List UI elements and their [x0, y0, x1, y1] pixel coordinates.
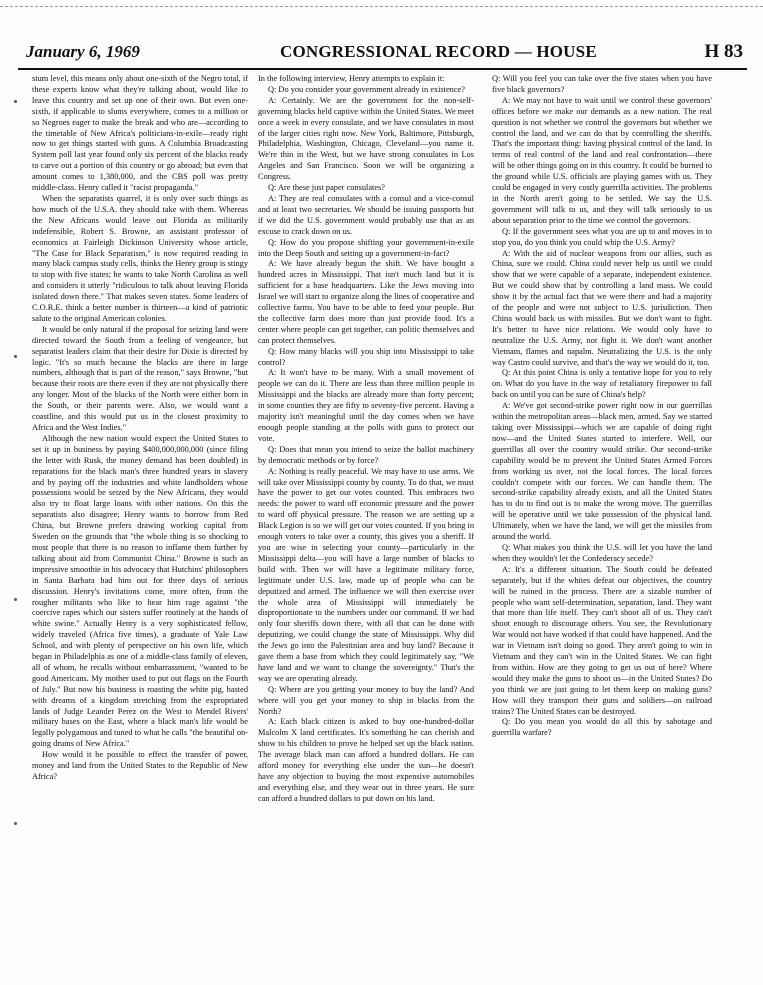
- paragraph: Although the new nation would expect the United States to set it up in business by paying $400,000,000,000 (since filing the letter with Rusk, the money demand has been doubled) in reparations for the black man's three hundred years in slavery and by paying off the industries and white landholders whose possessions would be seized by the New Africans, they would also try to float large loans with other nations. On this the separatists also disagree; Henry wants to borrow from Red China, but Browne prefers drawing working capital from Sweden on the grounds that "the whole thing is so shocking to most people that there is no reason to inflame them further by talking about aid from Communist China." Browne is such an impressive smoothie in his advocacy that Hutchins' philosophers in Santa Barbara had him out for three days of serious discussion. Henry's invitations come, more often, from the rougher militants who like to hear him rage against "the coercive rapes which our sisters suffer routinely at the hands of white swine." Actually Henry is a very sophisticated fellow, widely traveled (Africa five times), a graduate of Yale Law School, and with plenty of perspective on his own life, which began in Philadelphia as one of a middle-class family of eleven, all of whom, he recalls without embarrassment, "wanted to be good Americans. My mother used to put out flags on the Fourth of July." But now his business is roasting the white pig, basted with dreams of a kingdom stretching from the expropriated lands of Judge Leander Perez on the West to Mendel Rivers' military bases on the East, where a black man's life would be legally polygamous and tuned to what he calls "the beautiful on-going drums of New Africa.": [32, 433, 248, 749]
- paragraph: A: We've got second-strike power right now in our guerrillas within the metropolitan areas—black men, armed. Say we started taking over Mississippi—which we are capable of doing right now—and the United States started to interfere. Well, our guerrillas all over the country would strike. Our second-strike capability would be to prevent the United States Armed Forces from working us over, not the local forces. The local forces couldn't compete with our forces. We can handle them. The second-strike capability already exists, and all the United States has to do to find out is to make the wrong move. The guerrillas will be operative until we take possession of the physical land. Ultimately, when we have the land, we will get the missiles from around the world.: [492, 401, 712, 542]
- paragraph: A: Each black citizen is asked to buy one-hundred-dollar Malcolm X land certificates. It's something he can cherish and show to his children to prove he helped set up the black nation. The average black man can afford a hundred dollars. He can afford money for everything else under the sun—he doesn't have any objection to buying the most expensive automobiles and everything else, and they wear out in three years. He sure can afford a hundred dollars to put down on his land.: [258, 717, 474, 803]
- paragraph: A: We have already begun the shift. We have bought a hundred acres in Mississippi. That isn't much land but it is sufficient for a base headquarters. Like the Jews moving into Israel we will start to organize along the lines of cooperative and collective farms. You have to be able to feed your people. But the collective farm does more than just provide food. It's a center where people can get together, can politic themselves and can protect themselves.: [258, 259, 474, 345]
- paragraph: A: They are real consulates with a consul and a vice-consul and at least two secretaries. We should be issuing passports but if we did the U.S. government would probably use that as an excuse to crack down on us.: [258, 193, 474, 236]
- paragraph: stum level, this means only about one-sixth of the Negro total, if these experts know what they're talking about, would like to leave this country and set up one of their own. But even one-sixth, if applicable to slums everywhere, comes to a million or so Negroes eager to make the break and who are—according to the timetable of New Africa's politicians-in-exile—ready right now to get things started with guns. A Columbia Broadcasting System poll last year found only six percent of the blacks ready to carve out a portion of this country or go abroad; but even that amount comes to 1,380,000, and the CBS poll was pretty middle-class. Henry called it "racist propaganda.": [32, 74, 248, 193]
- paragraph: How would it be possible to effect the transfer of power, money and land from the United States to the Republic of New Africa?: [32, 750, 248, 781]
- paragraph: Q: Does that mean you intend to seize the ballot machinery by democratic methods or by force?: [258, 444, 474, 465]
- paragraph: Q: How many blacks will you ship into Mississippi to take control?: [258, 346, 474, 367]
- paragraph: A: With the aid of nuclear weapons from our allies, such as China, sure we could. China could never help us until we could show that we were capable of a separate, independent existence. But we could show that by controlling a land mass. We could show it by the actual fact that we were there and had a majority of the people and were not subject to U.S. jurisdiction. Then China would back us with missiles. But we don't want to fight. It's better to have nice relations. We would only have to neutralize the U.S. Army, not fight it. We don't want another Vietnam, flames and napalm. Neutralizing the U.S. is the only way Castro could survive, and that's the way we would do it, too.: [492, 248, 712, 367]
- paragraph: A: Certainly. We are the government for the non-self-governing blacks held captive within the United States. We meet once a week in every consulate, and we have consulates in most of the larger cities right now. New York, Baltimore, Pittsburgh, Philadelphia, Washington, Chicago, Cleveland—you name it. We're thin in the West, but we have strong consulates in Los Angeles and San Francisco. Soon we will be organizing a Congress.: [258, 95, 474, 182]
- paragraph: Q: Where are you getting your money to buy the land? And where will you get your money to ship in blacks from the North?: [258, 684, 474, 716]
- paragraph: Q: How do you propose shifting your government-in-exile into the Deep South and setting up a government-in-fact?: [258, 237, 474, 258]
- column-right: [492, 74, 712, 979]
- column-middle: [258, 74, 474, 979]
- paragraph: Q: At this point China is only a tentative hope for you to rely on. What do you have in the way of retaliatory firepower to fall back on until you can be sure of China's help?: [492, 368, 712, 400]
- column-left: [32, 74, 248, 979]
- header-date: January 6, 1969: [26, 42, 140, 61]
- paragraph: A: Nothing is really peaceful. We may have to use arms. We will take over Mississippi county by county. To do that, we must have the power to get our votes counted. This embraces two needs: the power to ward off economic pressure and the power to ward off physical pressure. The reason we are setting up a Black Legion is so we will get our votes counted. If you bring in enough voters to take over a county, this gives you a sheriff. If you are wise in selecting your county—particularly in the Mississippi delta—you will have a large number of blacks to build with. Then we will have a legitimate military force, legitimate under U.S. law, made up of people who can be deputized and armed. The influence we will then exercise over the whole area of Mississippi will immediately be disproportionate to the numbers under our command. If we had only four sheriffs down there, with all that can be done with deputizing, we could change the state of Mississippi. Why did the Jews go into the Palestinian area and buy land? Because it gave them a base from which they could legitimately say, "We have land and we want to change the sovereignty." That's the way we are operating already.: [258, 466, 474, 683]
- paragraph: In the following interview, Henry attempts to explain it:: [258, 74, 445, 83]
- paragraph: Q: Will you feel you can take over the five states when you have five black governors?: [492, 74, 712, 94]
- page-header: [18, 40, 747, 70]
- text-columns: [32, 74, 747, 979]
- paragraph: When the separatists quarrel, it is only over such things as how much of the U.S.A. they should take with them. Whereas the New Africans would leave out Florida as militarily indefensible, Robert S. Browne, an assistant professor of economics at Fairleigh Dickinson University whose article, "The Case for Black Separatism," is now required reading in many black campus study cells, thinks the Henry group is stingy to stop with five states; he wants to take North Carolina as well and considers it utterly "ridiculous to talk about leaving Florida isolated down there." That makes seven states. Some leaders of C.O.R.E. think a better number is thirteen—a kind of patriotic salute to the original American colonies.: [32, 193, 248, 323]
- header-page-number: H 83: [704, 41, 743, 62]
- margin-speck: [14, 355, 17, 358]
- paragraph: Q: Do you mean you would do all this by sabotage and guerrilla warfare?: [492, 717, 712, 738]
- margin-speck: [14, 100, 17, 103]
- paragraph: A: It's a different situation. The South could be defeated separately, but if the whites defeat our objectives, the country will be ruined in the process. There are a sizable number of people who want self-determination, separation, land. They want that more than life itself. They can't shoot all of us. They can't shoot enough to discourage others. You see, the Revolutionary War would not have worked if that could have happened. And the war in Vietnam isn't doing so good. They aren't going to win in Vietnam and they can't win in the United States. We can fight from within. How are they going to get us out of here? Where would they make the guns to shoot us—in the United States? Do you think we are just going to let them keep on making guns? How will they transport their guns and soldiers—on railroad trains? The United States can be destroyed.: [492, 564, 712, 716]
- header-title: CONGRESSIONAL RECORD — HOUSE: [280, 42, 597, 61]
- page-top-edge: [0, 6, 763, 7]
- margin-speck: [14, 598, 17, 601]
- paragraph: A: We may not have to wait until we control these governors' offices before we make our demands as a new nation. The real question is not whether we control the governors but whether we control the land, and we can do that by controlling the sheriffs. That's the important thing: having physical control of the land. In terms of real control of the land and real confrontation—there will be other things going on in this country. It could be burned to the ground while U.S. officials are playing games with us. They could be engaged in very costly guerrilla activities. The problems in the North aren't going to be settled. We say the U.S. government will talk to us, and they will talk seriously to us about separation prior to the time we control the governors.: [492, 95, 712, 225]
- margin-speck: [14, 822, 17, 825]
- paragraph: Q: Are these just paper consulates?: [268, 183, 386, 193]
- paragraph: Q: If the government sees what you are up to and moves in to stop you, do you think you could whip the U.S. Army?: [492, 226, 712, 247]
- paragraph: A: It won't have to be many. With a small movement of people we can do it. There are less than three million people in Mississippi and the blacks are already more than forty percent; in some counties they are fifty to seventy-five percent. Having a majority isn't meaningful until the day comes when we have enough people standing at the polls with guns to protect our vote.: [258, 368, 474, 443]
- paragraph: Q: Do you consider your government already in existence?: [268, 84, 465, 94]
- paragraph: Q: What makes you think the U.S. will let you have the land when they wouldn't let the Confederacy secede?: [492, 542, 712, 563]
- paragraph: It would be only natural if the proposal for seizing land were directed toward the South from a feeling of vengeance, but separatist leaders claim that their desire for Dixie is directed by logic. "It's so much because the blacks are there in large numbers, although that is part of the reason," says Browne, "but because their roots are there even if they are not physically there any longer. Most of the blacks of the North were either born in the South, or their parents were. Also, we would want a coastline, and this would put us in the closest proximity to Africa and the West Indies.": [32, 324, 248, 432]
